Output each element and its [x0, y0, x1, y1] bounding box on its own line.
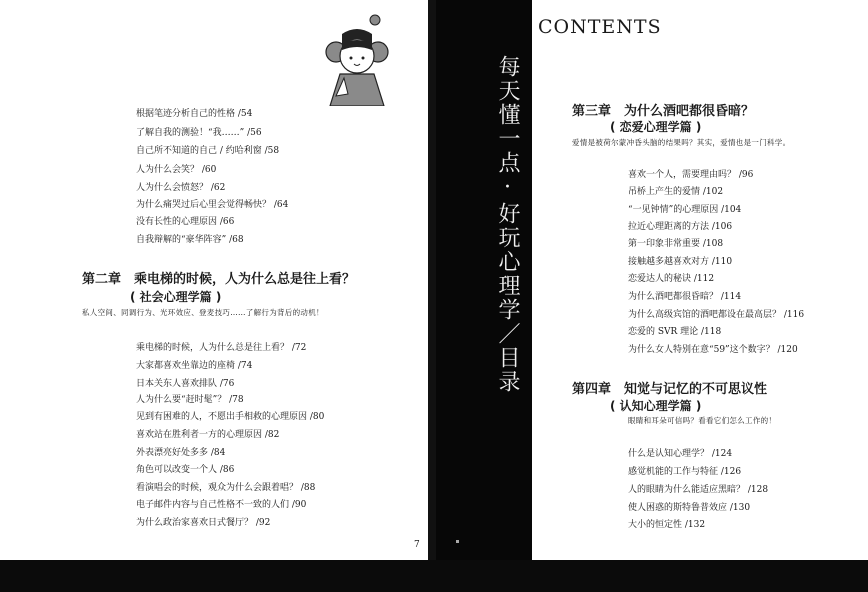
toc-item: 日本关东人喜欢排队 /76	[136, 379, 235, 389]
toc-item: 看演唱会的时候，观众为什么会跟着唱？ /88	[136, 483, 316, 493]
toc-item: 见到有困难的人，不愿出手相救的心理原因 /80	[136, 412, 325, 422]
chapter-4-description: 眼睛和耳朵可信吗？看看它们怎么工作的！	[628, 416, 777, 425]
toc-item: 电子邮件内容与自己性格不一致的人们 /90	[136, 500, 307, 510]
toc-item: 大小的恒定性 /132	[628, 520, 706, 530]
toc-item: 自我辩解的“豪华阵容” /68	[136, 235, 244, 245]
toc-item: 人为什么会愤怒？ /62	[136, 183, 226, 193]
toc-item: 感觉机能的工作与特征 /126	[628, 467, 742, 477]
toc-item: 角色可以改变一个人 /86	[136, 465, 235, 475]
chapter-4-title: 第四章 知觉与记忆的不可思议性	[572, 382, 768, 397]
toc-item: 喜欢一个人，需要理由吗？ /96	[628, 170, 754, 180]
toc-item: 恋爱的 SVR 理论 /118	[628, 327, 722, 337]
toc-item: 什么是认知心理学？ /124	[628, 449, 733, 459]
toc-item: 人为什么会笑？ /60	[136, 165, 217, 175]
toc-item: 外表漂亮好处多多 /84	[136, 448, 226, 458]
toc-item: 乘电梯的时候，人为什么总是往上看？ /72	[136, 343, 307, 353]
toc-item: 为什么痛哭过后心里会觉得畅快？ /64	[136, 200, 289, 210]
toc-item: 人为什么要“赶时髦”？ /78	[136, 395, 244, 405]
cartoon-girl-mascot-icon	[324, 14, 390, 106]
contents-heading: CONTENTS	[538, 16, 662, 38]
sparkle-icon	[456, 540, 459, 543]
toc-item: 为什么高级宾馆的酒吧都设在最高层？ /116	[628, 310, 805, 320]
toc-item: 吊桥上产生的爱情 /102	[628, 187, 724, 197]
page-gutter	[428, 0, 436, 592]
toc-item: 了解自我的测验！“我……” /56	[136, 128, 262, 138]
toc-item: “一见钟情”的心理原因 /104	[628, 205, 742, 215]
chapter-3-subtitle: ( 恋爱心理学篇 )	[610, 120, 702, 134]
chapter-2-subtitle: ( 社会心理学篇 )	[130, 290, 222, 304]
chapter-4-subtitle: ( 认知心理学篇 )	[610, 399, 702, 413]
toc-item: 拉近心理距离的方法 /106	[628, 222, 733, 232]
spine-title: 每天懂一点·好玩心理学／目录	[495, 55, 520, 394]
toc-item: 大家都喜欢坐靠边的座椅 /74	[136, 361, 253, 371]
toc-item: 为什么政治家喜欢日式餐厅？ /92	[136, 518, 271, 528]
toc-item: 使人困惑的斯特鲁普效应 /130	[628, 503, 751, 513]
chapter-3-description: 爱情是被荷尔蒙冲昏头脑的结果吗？其实，爱情也是一门科学。	[572, 138, 791, 147]
page-number: 7	[414, 540, 420, 550]
toc-item: 自己所不知道的自己 / 约哈利窗 /58	[136, 146, 280, 156]
toc-item: 恋爱达人的秘诀 /112	[628, 274, 715, 284]
toc-item: 第一印象非常重要 /108	[628, 239, 724, 249]
toc-item: 为什么女人特别在意“59”这个数字？ /120	[628, 345, 798, 355]
toc-item: 为什么酒吧都很昏暗？ /114	[628, 292, 742, 302]
toc-item: 喜欢站在胜利者一方的心理原因 /82	[136, 430, 280, 440]
toc-item: 人的眼睛为什么能适应黑暗？ /128	[628, 485, 769, 495]
toc-item: 根据笔迹分析自己的性格 /54	[136, 109, 253, 119]
toc-item: 接触越多越喜欢对方 /110	[628, 257, 733, 267]
toc-item: 没有长性的心理原因 /66	[136, 217, 235, 227]
bottom-band	[0, 560, 868, 592]
chapter-3-title: 第三章 为什么酒吧都很昏暗？	[572, 104, 755, 119]
chapter-2-description: 私人空间、同调行为、光环效应、登麦技巧……了解行为背后的动机！	[82, 308, 324, 317]
chapter-2-title: 第二章 乘电梯的时候，人为什么总是往上看？	[82, 272, 356, 287]
